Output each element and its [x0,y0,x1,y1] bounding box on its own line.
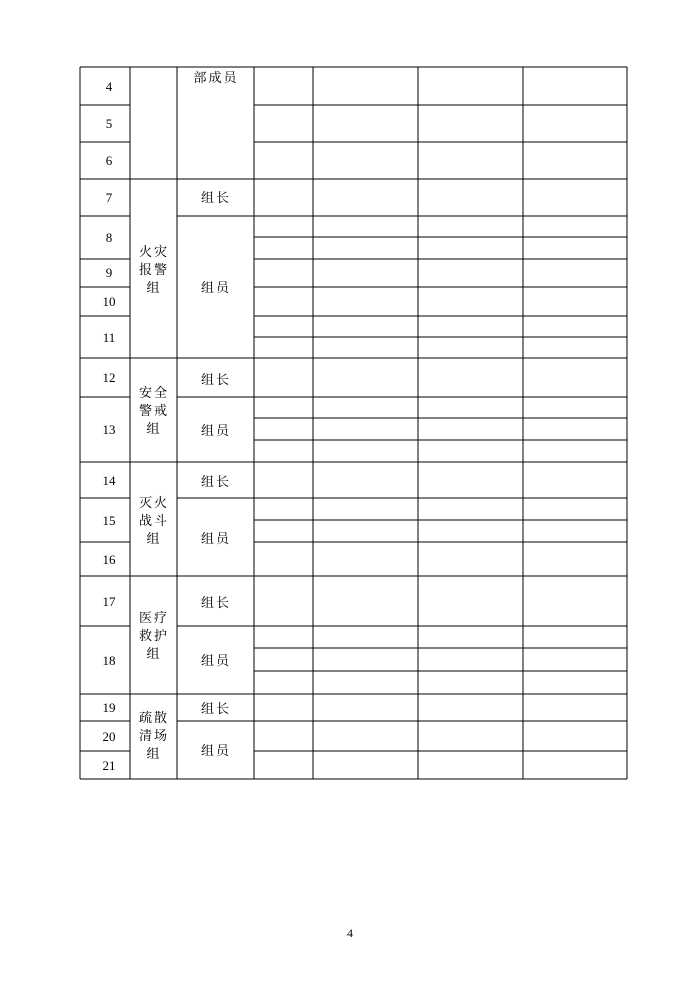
row-number: 15 [102,513,116,528]
row-number: 9 [105,265,113,280]
row-number: 12 [102,370,116,385]
group-name-line: 医疗 [138,611,170,626]
role-label: 组员 [200,281,232,296]
role-label: 组长 [200,596,232,611]
row-number: 14 [102,473,116,488]
role-label: 组长 [200,475,232,490]
row-number: 16 [102,552,116,567]
row-number: 6 [105,153,113,168]
group-name-line: 组 [146,422,162,437]
row-number: 13 [102,422,116,437]
group-name-line: 组 [146,747,162,762]
group-name-line: 灭火 [138,496,170,511]
role-label: 组长 [200,702,232,717]
row-number: 7 [105,190,113,205]
group-name-line: 火灾 [138,245,170,260]
row-number: 8 [105,230,113,245]
row-number: 18 [102,653,116,668]
role-label: 组员 [200,532,232,547]
row-number: 20 [102,729,116,744]
role-label: 组员 [200,654,232,669]
row-number: 5 [105,116,113,131]
role-label: 组员 [200,424,232,439]
table-grid [80,67,627,779]
group-name-line: 组 [146,281,162,296]
role-label: 组员 [200,744,232,759]
group-name-line: 组 [146,532,162,547]
row-number: 21 [102,758,116,773]
row-number: 4 [105,79,113,94]
group-name-line: 救护 [138,629,170,644]
role-label: 组长 [200,373,232,388]
row-number: 19 [102,700,116,715]
group-name-line: 组 [146,647,162,662]
group-name-line: 清场 [138,729,170,744]
row-number: 11 [102,330,116,345]
row-number: 17 [102,594,116,609]
group-name-line: 报警 [138,263,170,278]
group-name-line: 警戒 [138,404,170,419]
group-name-line: 安全 [138,386,170,401]
row-number: 10 [102,294,116,309]
role-label: 部成员 [193,71,239,86]
group-name-line: 疏散 [138,711,170,726]
role-label: 组长 [200,191,232,206]
group-name-line: 战斗 [138,514,170,529]
page-number: 4 [347,926,353,940]
